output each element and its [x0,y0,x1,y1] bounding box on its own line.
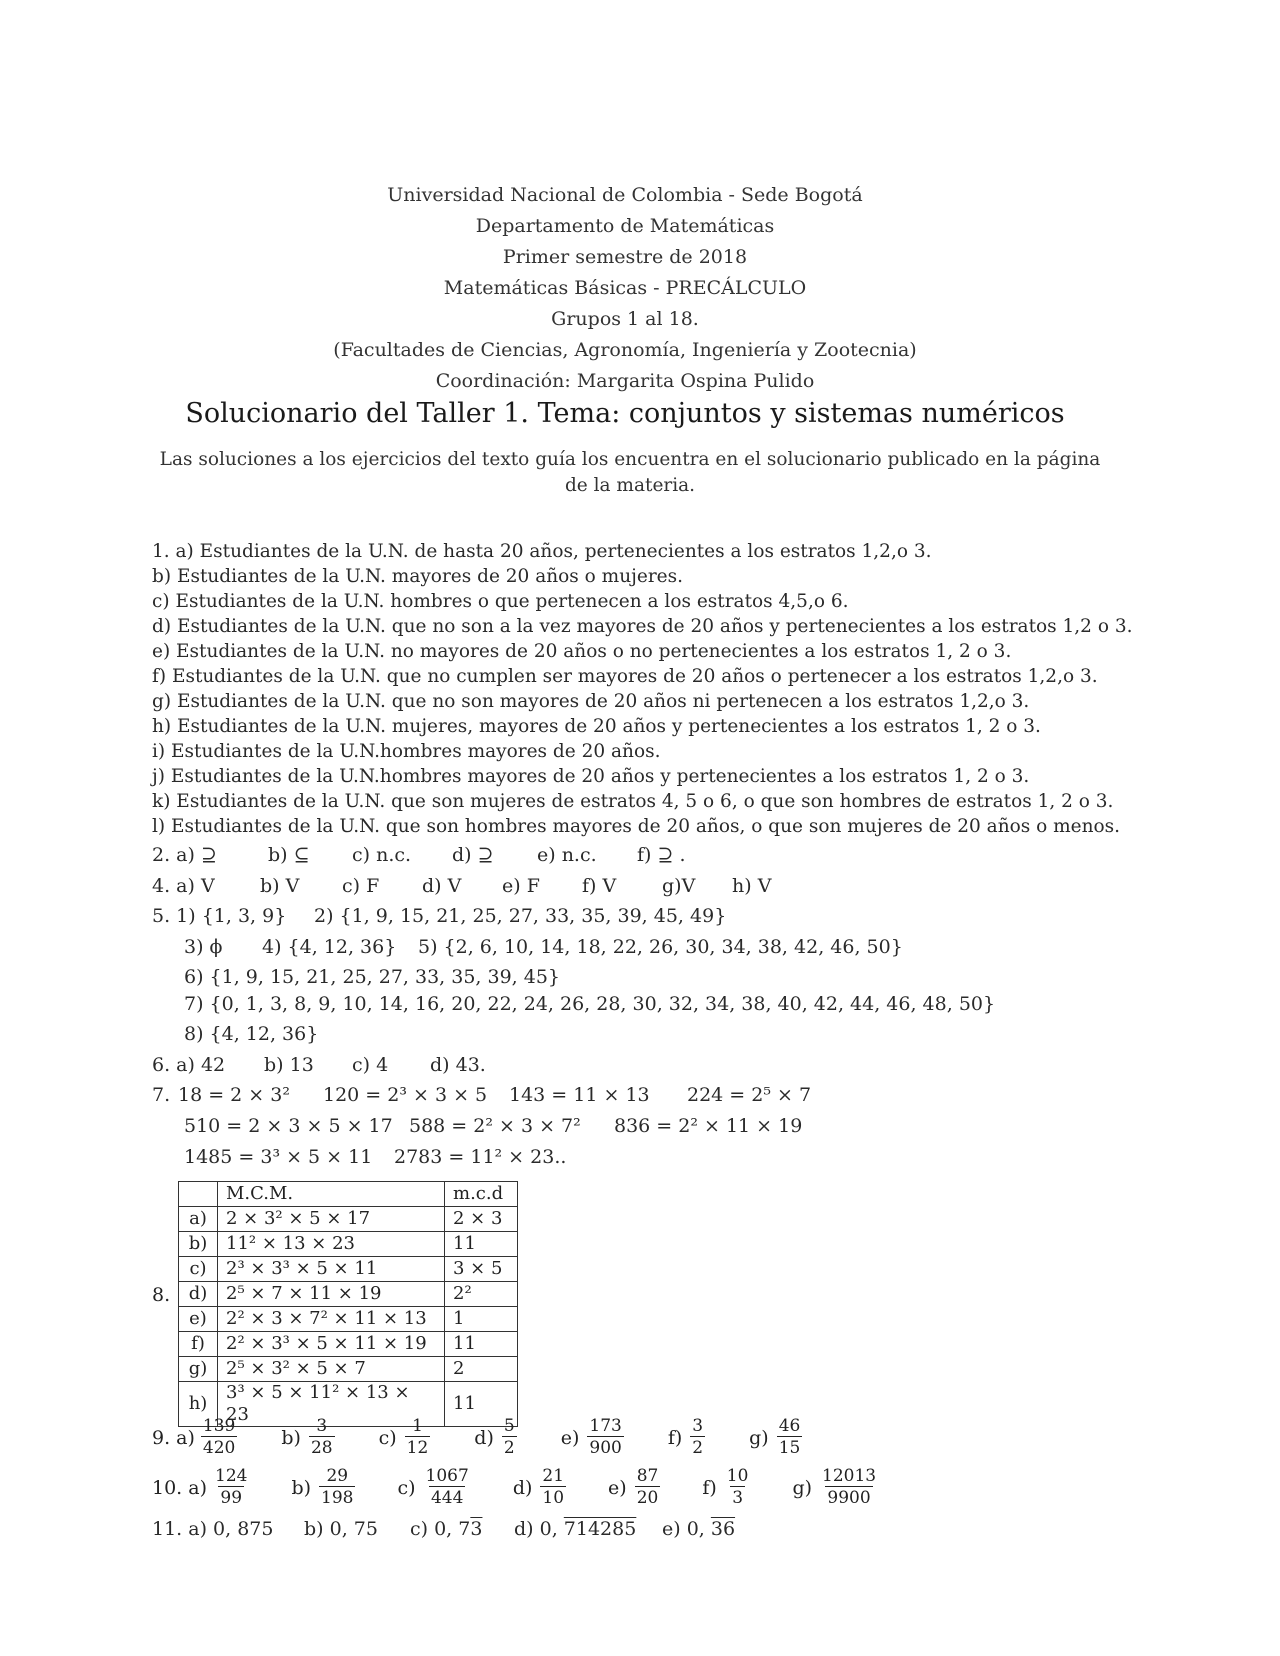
numerator: 21 [542,1466,565,1486]
table-row [179,1332,518,1357]
table-row [179,1257,518,1282]
fraction [424,1466,471,1509]
ex6-item: b) 13 [264,1054,314,1076]
ex6-item: c) 4 [352,1054,389,1076]
row-label: b) [179,1232,218,1257]
denominator: 198 [321,1488,354,1508]
denominator: 28 [310,1438,333,1458]
ex9-item [668,1416,707,1459]
ex11-item [410,1518,514,1540]
ex9-item-label: c) [378,1426,397,1449]
ex10-item [211,1466,251,1509]
department-name: Departamento de Matemáticas [475,215,775,237]
ex5-set: 3) ϕ [184,936,223,958]
ex9-item [199,1416,239,1459]
mcm-mcd-table [178,1181,518,1427]
table-row [179,1307,518,1332]
exercise-11 [152,1518,735,1540]
mcm-cell: 2² × 3³ × 5 × 11 × 19 [218,1332,445,1357]
denominator: 444 [430,1488,464,1508]
ex11-c-prefix: c) 0, 7 [410,1518,471,1540]
numerator: 10 [726,1466,749,1486]
mcd-cell: 11 [445,1232,518,1257]
semester: Primer semestre de 2018 [502,246,748,268]
fraction [502,1416,517,1459]
denominator: 3 [732,1488,744,1508]
ex1-item: j) Estudiantes de la U.N.hombres mayores de 20 años y pertenecientes a los estratos 1, 2 o 3. [152,766,1030,787]
ex10-item [608,1466,662,1509]
ex9-item [561,1416,626,1459]
mcd-cell: 2² [445,1282,518,1307]
mcm-cell: 2³ × 3³ × 5 × 11 [218,1257,445,1282]
ex9-item-label: b) [281,1426,301,1449]
row-label: g) [179,1357,218,1382]
row-label: a) [179,1207,218,1232]
exercise-4 [152,875,771,897]
numerator: 124 [215,1466,248,1486]
numerator: 12013 [822,1466,877,1486]
numerator: 1 [412,1416,423,1436]
exercise-5-row-2 [184,936,903,958]
ex2-item: b) ⊆ [268,844,310,866]
mcd-cell: 11 [445,1382,518,1427]
denominator: 15 [778,1438,801,1458]
denominator: 900 [589,1438,622,1458]
mcm-cell: 2² × 3 × 7² × 11 × 13 [218,1307,445,1332]
table-row [179,1207,518,1232]
numerator: 139 [202,1416,236,1436]
fraction [213,1466,249,1509]
denominator: 420 [202,1438,236,1458]
document-title: Solucionario del Taller 1. Tema: conjuntos y sistemas numéricos [185,398,1065,429]
fraction [587,1416,623,1459]
exercise-5-row-1 [152,905,726,927]
ex9-label: 9. a) [152,1426,195,1449]
ex2-item: e) n.c. [537,844,597,866]
university-name: Universidad Nacional de Colombia - Sede Bogotá [387,184,863,206]
ex1-item: d) Estudiantes de la U.N. que no son a la vez mayores de 20 años y pertenecientes a los estratos 1,2 o 3. [152,616,1133,637]
ex10-item-label: d) [512,1476,533,1499]
ex4-item: e) F [502,875,540,897]
ex10-item [291,1466,357,1509]
ex11-d-repeat: 714285 [563,1518,637,1540]
mcd-cell: 3 × 5 [445,1257,518,1282]
ex7-factorization: 120 = 2³ × 3 × 5 [323,1084,488,1106]
ex5-set: 8) {4, 12, 36} [184,1023,319,1045]
ex1-item: l) Estudiantes de la U.N. que son hombres mayores de 20 años, o que son mujeres de 20 años o menos. [152,816,1121,837]
ex1-item: h) Estudiantes de la U.N. mujeres, mayores de 20 años y pertenecientes a los estratos 1, 2 o 3. [152,716,1041,737]
ex11-e-prefix: e) 0, [662,1518,705,1540]
row-label: h) [179,1382,218,1427]
ex9-item [379,1416,433,1459]
ex11-d-prefix: d) 0, [514,1518,558,1540]
ex7-factorization: 18 = 2 × 3² [178,1084,290,1106]
ex2-item: c) n.c. [352,844,412,866]
ex1-item: 1. a) Estudiantes de la U.N. de hasta 20 años, pertenecientes a los estratos 1,2,o 3. [152,541,932,562]
ex10-item-label: g) [792,1476,813,1499]
numerator: 29 [326,1466,349,1486]
numerator: 87 [636,1466,659,1486]
ex7-factorization: 836 = 2² × 11 × 19 [614,1115,803,1137]
ex4-item: d) V [422,875,462,897]
table-header: m.c.d [445,1182,518,1207]
document-header [0,180,1250,433]
fraction [309,1416,335,1459]
exercise-8-table [178,1181,518,1427]
ex10-item-label: f) [702,1476,717,1499]
ex10-item [702,1466,752,1509]
table-row [179,1232,518,1257]
ex1-item: i) Estudiantes de la U.N.hombres mayores de 20 años. [152,741,661,762]
ex1-item: k) Estudiantes de la U.N. que son mujeres de estratos 4, 5 o 6, o que son hombres de estratos 1, 2 o 3. [152,791,1114,812]
exercise-10 [152,1466,880,1509]
denominator: 12 [406,1438,429,1458]
ex11-item [514,1518,662,1540]
mcm-cell: 3³ × 5 × 11² × 13 × 23 [218,1382,445,1427]
fraction [820,1466,878,1509]
ex5-set: 2) {1, 9, 15, 21, 25, 27, 33, 35, 39, 45, 49} [314,905,727,927]
table-header-row [179,1182,518,1207]
course-name: Matemáticas Básicas - PRECÁLCULO [443,277,807,299]
ex2-item: d) ⊇ [452,844,494,866]
fraction [201,1416,237,1459]
mcd-cell: 1 [445,1307,518,1332]
ex5-set: 6) {1, 9, 15, 21, 25, 27, 33, 35, 39, 45} [184,966,561,988]
ex11-e-repeat: 36 [710,1518,736,1540]
ex9-item-label: e) [560,1426,580,1449]
ex7-factorization: 510 = 2 × 3 × 5 × 17 [184,1115,393,1137]
ex10-item-label: b) [291,1476,312,1499]
ex6-item: d) 43. [430,1054,486,1076]
fraction [319,1466,355,1509]
mcd-cell: 2 × 3 [445,1207,518,1232]
denominator: 2 [503,1438,515,1458]
fraction [690,1416,705,1459]
exercise-9 [152,1416,804,1459]
ex4-item: 4. a) V [152,875,215,897]
exercise-7-row-1 [152,1084,811,1106]
ex5-set: 5. 1) {1, 3, 9} [152,905,287,927]
row-label: d) [179,1282,218,1307]
ex6-item: 6. a) 42 [152,1054,226,1076]
ex4-item: f) V [582,875,617,897]
mcm-cell: 2⁵ × 3² × 5 × 7 [218,1357,445,1382]
ex10-item [397,1466,472,1509]
numerator: 3 [692,1416,704,1436]
ex7-factorization: 143 = 11 × 13 [509,1084,650,1106]
ex7-factorization: 1485 = 3³ × 5 × 11 [184,1146,373,1168]
ex4-item: g)V [662,875,696,897]
ex10-label: 10. a) [152,1476,207,1499]
ex1-item: c) Estudiantes de la U.N. hombres o que pertenecen a los estratos 4,5,o 6. [152,591,849,612]
denominator: 20 [636,1488,659,1508]
exercise-7-row-3 [184,1146,566,1168]
ex7-factorization: 2783 = 11² × 23.. [394,1146,567,1168]
table-row [179,1357,518,1382]
ex11-item: 11. a) 0, 875 [152,1518,274,1540]
numerator: 46 [778,1416,801,1436]
row-label: c) [179,1257,218,1282]
exercise-2 [152,844,685,866]
ex7-label: 7. [152,1084,171,1106]
ex1-item: f) Estudiantes de la U.N. que no cumplen ser mayores de 20 años o pertenecer a los estratos 1,2,o 3. [152,666,1098,687]
numerator: 5 [503,1416,515,1436]
ex2-item: f) ⊇ . [637,844,686,866]
ex10-item [513,1466,568,1509]
fraction [405,1416,431,1459]
row-label: e) [179,1307,218,1332]
table-row [179,1282,518,1307]
groups: Grupos 1 al 18. [551,308,699,330]
ex5-set: 4) {4, 12, 36} [262,936,397,958]
ex9-item-label: f) [667,1426,683,1449]
fraction [635,1466,661,1509]
numerator: 3 [316,1416,328,1436]
ex8-label: 8. [152,1284,171,1306]
ex10-item [792,1466,880,1509]
mcm-cell: 11² × 13 × 23 [218,1232,445,1257]
denominator: 99 [220,1488,243,1508]
ex5-set: 7) {0, 1, 3, 8, 9, 10, 14, 16, 20, 22, 24, 26, 28, 30, 32, 34, 38, 40, 42, 44, 46, 48, 50} [184,993,996,1015]
ex9-item [749,1416,804,1459]
coordination: Coordinación: Margarita Ospina Pulido [435,370,815,392]
ex7-factorization: 588 = 2² × 3 × 7² [409,1115,581,1137]
ex5-set: 5) {2, 6, 10, 14, 18, 22, 26, 30, 34, 38, 42, 46, 50} [418,936,903,958]
ex7-factorization: 224 = 2⁵ × 7 [687,1084,812,1106]
ex2-item: 2. a) ⊇ [152,844,217,866]
mcd-cell: 11 [445,1332,518,1357]
ex4-item: h) V [732,875,772,897]
ex1-item: e) Estudiantes de la U.N. no mayores de 20 años o no pertenecientes a los estratos 1, 2 o 3. [152,641,1012,662]
denominator: 9900 [827,1488,871,1508]
ex11-item: b) 0, 75 [304,1518,378,1540]
ex1-item: b) Estudiantes de la U.N. mayores de 20 años o mujeres. [152,566,683,587]
denominator: 2 [692,1438,704,1458]
ex9-item [281,1416,336,1459]
ex10-item-label: e) [608,1476,627,1499]
fraction [725,1466,751,1509]
ex10-item-label: c) [397,1476,416,1499]
exercise-1 [152,539,1252,839]
ex1-item: g) Estudiantes de la U.N. que no son mayores de 20 años ni pertenecen a los estratos 1,2,o 3. [152,691,1030,712]
exercise-6 [152,1054,486,1076]
intro-paragraph: Las soluciones a los ejercicios del texto guía los encuentra en el solucionario publicado en la página de la materia. [159,449,1101,496]
exercise-7-row-2 [184,1115,802,1137]
ex4-item: b) V [260,875,300,897]
ex11-item [662,1518,735,1540]
fraction [777,1416,803,1459]
faculties: (Facultades de Ciencias, Agronomía, Ingeniería y Zootecnia) [333,339,917,361]
fraction [540,1466,566,1509]
ex4-item: c) F [342,875,380,897]
numerator: 173 [589,1416,622,1436]
table-header: M.C.M. [218,1182,445,1207]
row-label: f) [179,1332,218,1357]
ex9-item-label: d) [474,1426,494,1449]
ex9-item-label: g) [749,1426,769,1449]
ex11-c-repeat: 3 [470,1518,483,1540]
mcd-cell: 2 [445,1357,518,1382]
mcm-cell: 2⁵ × 7 × 11 × 19 [218,1282,445,1307]
mcm-cell: 2 × 3² × 5 × 17 [218,1207,445,1232]
numerator: 1067 [425,1466,469,1486]
table-header [179,1182,218,1207]
denominator: 10 [542,1488,565,1508]
ex9-item [474,1416,518,1459]
